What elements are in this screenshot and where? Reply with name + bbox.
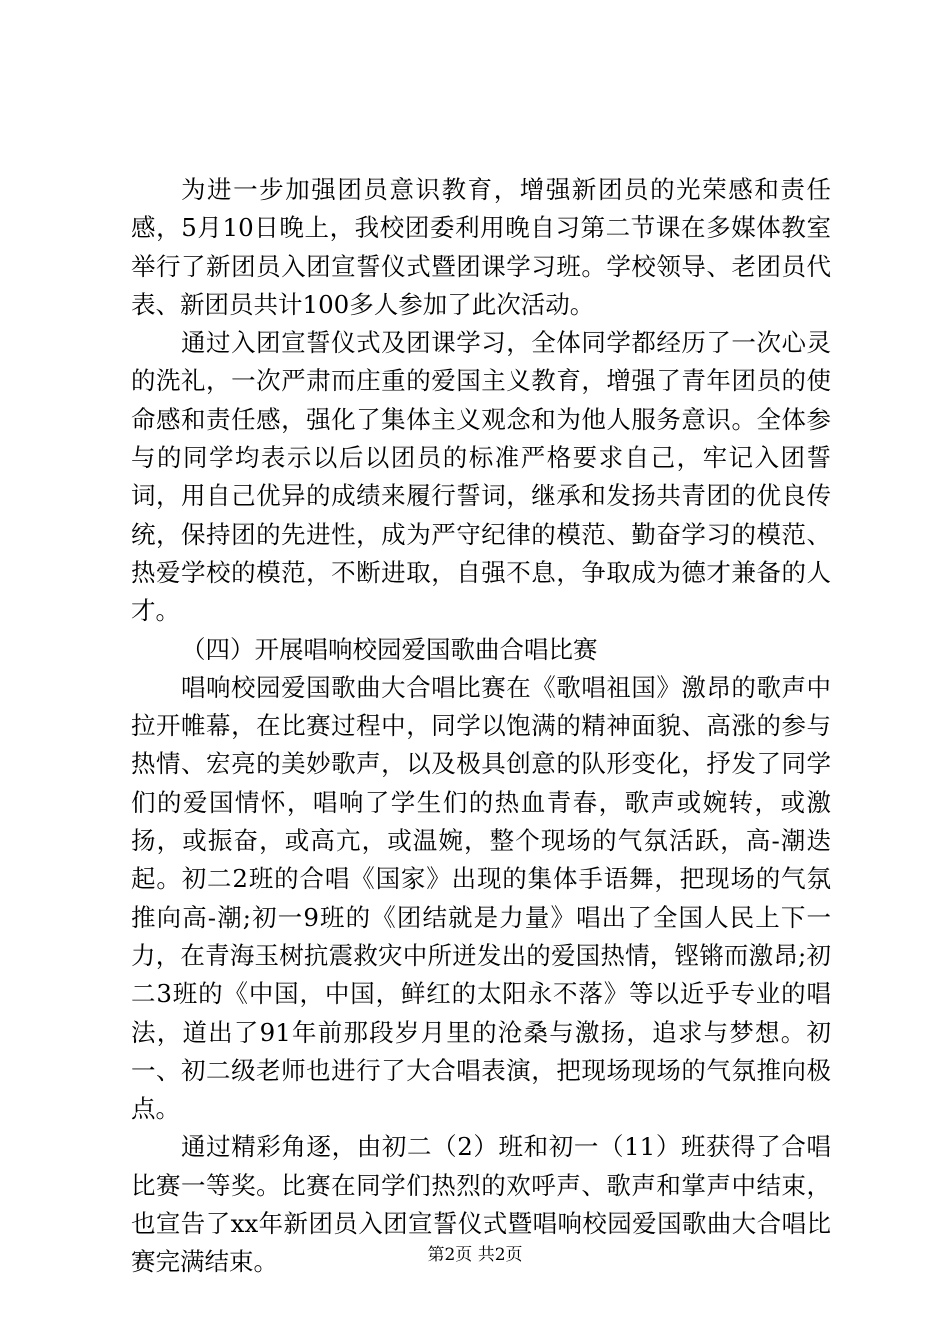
- paragraph-oath-reflection: 通过入团宣誓仪式及团课学习，全体同学都经历了一次心灵的洗礼，一次严肃而庄重的爱国主义教育，增强了青年团员的使命感和责任感，强化了集体主义观念和为他人服务意识。全体参与的同学均表示以后以团员的标准严格要求自己，牢记入团誓词，用自己优异的成绩来履行誓词，继承和发扬共青团的优良传统，保持团的先进性，成为严守纪律的模范、勤奋学习的模范、热爱学校的模范，不断进取，自强不息，争取成为德才兼备的人才。: [131, 328, 831, 626]
- document-body: [131, 171, 831, 1282]
- page-number-footer: 第2页 共2页: [427, 1245, 523, 1265]
- section-heading-choir-contest: （四）开展唱响校园爱国歌曲合唱比赛: [181, 634, 598, 664]
- paragraph-oath-ceremony: 为进一步加强团员意识教育，增强新团员的光荣感和责任感，5月10日晚上，我校团委利用晚自习第二节课在多媒体教室举行了新团员入团宣誓仪式暨团课学习班。学校领导、老团员代表、新团员共计100多人参加了此次活动。: [131, 175, 831, 319]
- paragraph-choir-contest: 唱响校园爱国歌曲大合唱比赛在《歌唱祖国》激昂的歌声中拉开帷幕，在比赛过程中，同学以饱满的精神面貌、高涨的参与热情、宏亮的美妙歌声，以及极具创意的队形变化，抒发了同学们的爱国情怀，唱响了学生们的热血青春，歌声或婉转，或激扬，或振奋，或高亢，或温婉，整个现场的气氛活跃，高-潮迭起。初二2班的合唱《国家》出现的集体手语舞，把现场的气氛推向高-潮;初一9班的《团结就是力量》唱出了全国人民上下一力，在青海玉树抗震救灾中所迸发出的爱国热情，铿锵而激昂;初二3班的《中国，中国，鲜红的太阳永不落》等以近乎专业的唱法，道出了91年前那段岁月里的沧桑与激扬，追求与梦想。初一、初二级老师也进行了大合唱表演，把现场现场的气氛推向极点。: [131, 672, 831, 1124]
- paragraph-contest-result: 通过精彩角逐，由初二（2）班和初一（11）班获得了合唱比赛一等奖。比赛在同学们热烈的欢呼声、歌声和掌声中结束，也宣告了xx年新团员入团宣誓仪式暨唱响校园爱国歌曲大合唱比赛完满结束。: [131, 1132, 831, 1277]
